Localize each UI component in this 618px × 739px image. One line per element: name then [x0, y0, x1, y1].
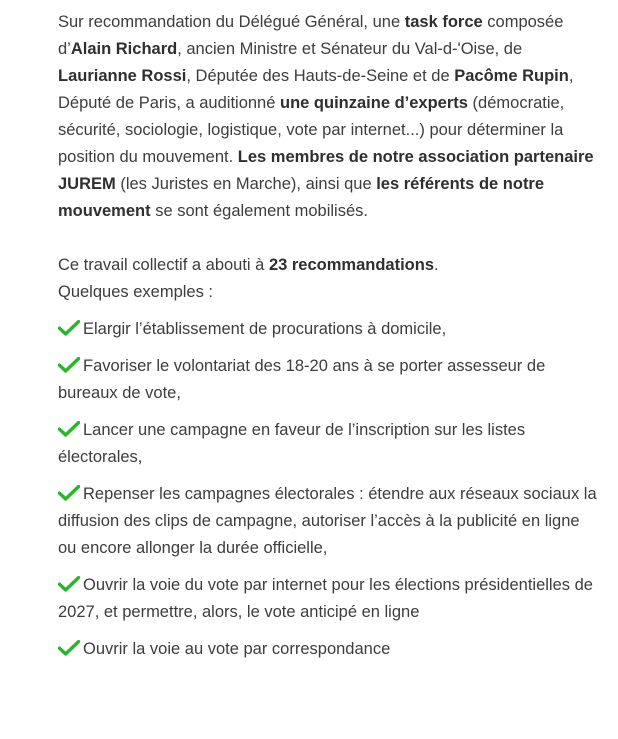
intro-text-6: (démocratie, sécurité, sociologie, logistique, vote par internet...) pour déterminer la position du mouvement.: [58, 94, 565, 166]
summary-bold-count: 23 recommandations: [268, 256, 435, 274]
check-mark-icon: [58, 485, 80, 501]
recommendation-text: Ouvrir la voie du vote par internet pour les élections présidentielles de 2027, et permettre, alors, le vote anticipé en ligne: [58, 576, 593, 621]
recommendation-item: [58, 481, 598, 562]
intro-bold-referents: les référents de notre mouvement: [58, 175, 545, 220]
intro-text-8: se sont également mobilisés.: [150, 202, 368, 220]
recommendation-item: [58, 417, 598, 471]
intro-text-5: , Député de Paris, a auditionné: [58, 67, 574, 112]
intro-text-1: Sur recommandation du Délégué Général, une: [58, 13, 405, 31]
intro-text-4: , Députée des Hauts-de-Seine et de: [186, 67, 455, 85]
intro-text-3: , ancien Ministre et Sénateur du Val-d-'Oise, de: [177, 40, 523, 58]
recommendation-text: Elargir l’établissement de procurations à domicile,: [83, 320, 447, 338]
summary-examples-label: Quelques exemples :: [58, 283, 214, 301]
check-mark-icon: [58, 320, 80, 336]
intro-text-7: (les Juristes en Marche), ainsi que: [115, 175, 377, 193]
recommendation-text: Lancer une campagne en faveur de l’inscription sur les listes électorales,: [58, 421, 526, 466]
intro-text-2: composée d’: [58, 13, 564, 58]
check-mark-icon: [58, 576, 80, 592]
recommendation-item: [58, 572, 598, 626]
intro-paragraph: [58, 9, 598, 225]
check-mark-icon: [58, 421, 80, 437]
intro-bold-pacome-rupin: Pacôme Rupin: [454, 67, 569, 85]
intro-bold-laurianne-rossi: Laurianne Rossi: [58, 67, 187, 85]
summary-text-1: Ce travail collectif a abouti à: [58, 256, 269, 274]
recommendation-item: [58, 353, 598, 407]
recommendation-text: Favoriser le volontariat des 18-20 ans à se porter assesseur de bureaux de vote,: [58, 357, 546, 402]
intro-bold-experts: une quinzaine d’experts: [280, 94, 468, 112]
article-body: [58, 9, 598, 673]
intro-bold-jurem: Les membres de notre association partenaire JUREM: [58, 148, 594, 193]
check-mark-icon: [58, 357, 80, 373]
recommendation-text: Repenser les campagnes électorales : étendre aux réseaux sociaux la diffusion des clips de campagne, autoriser l’accès à la publicité en ligne ou encore allonger la durée officielle,: [58, 485, 597, 557]
recommendation-item: [58, 636, 598, 663]
summary-paragraph: [58, 252, 598, 306]
recommendation-text: Ouvrir la voie au vote par correspondance: [83, 640, 391, 658]
intro-bold-task-force: task force: [404, 13, 483, 31]
intro-bold-alain-richard: Alain Richard: [70, 40, 178, 58]
summary-text-2: .: [434, 256, 439, 274]
recommendation-item: [58, 316, 598, 343]
check-mark-icon: [58, 640, 80, 656]
